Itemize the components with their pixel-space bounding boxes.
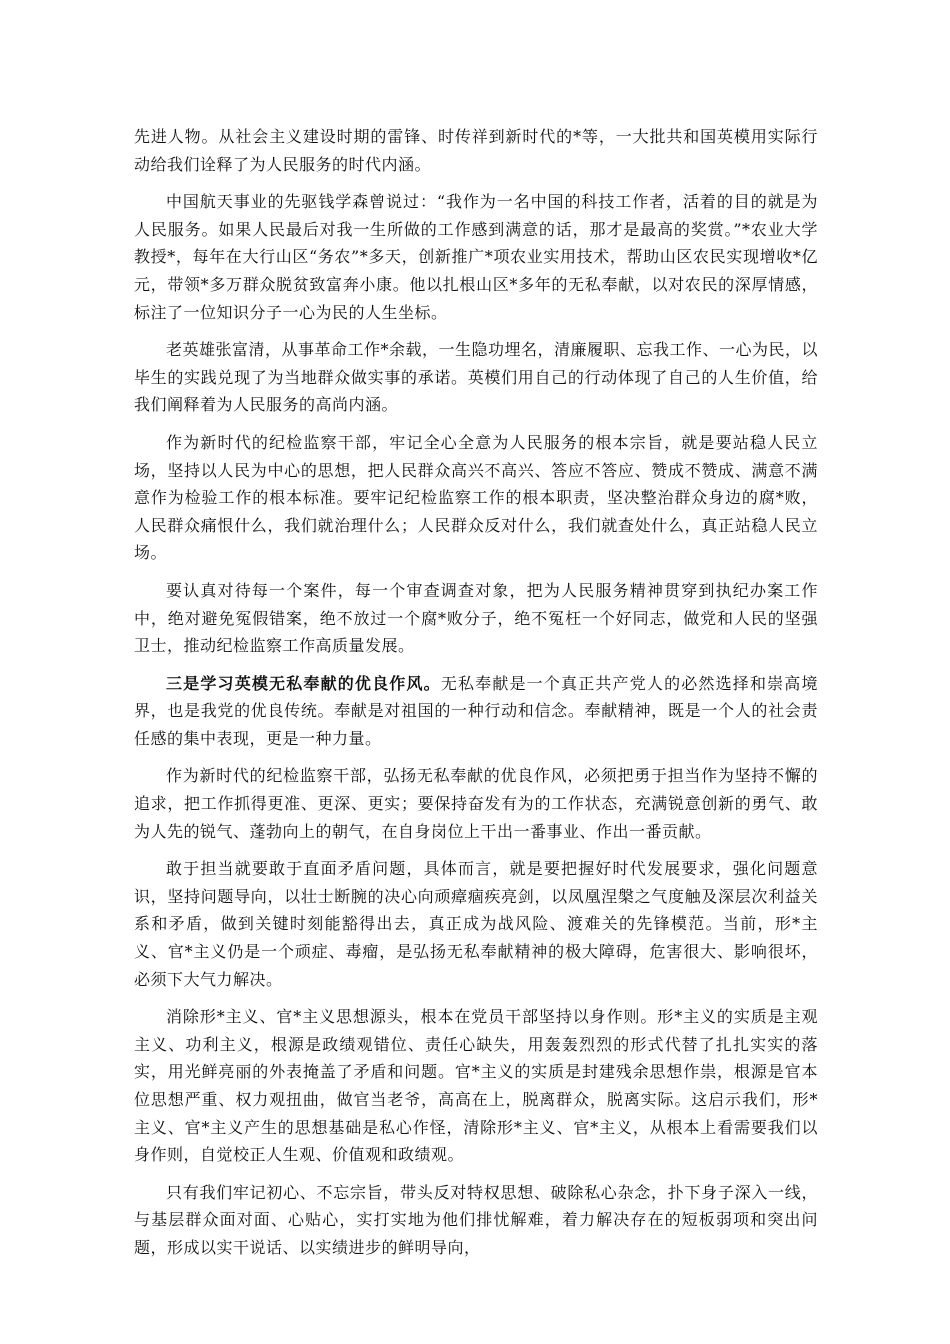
paragraph-1-text: 先进人物。从社会主义建设时期的雷锋、时传祥到新时代的*等，一大批共和国英模用实际行动给我们诠释了为人民服务的时代内涵。 bbox=[134, 127, 818, 174]
section-heading-lead: 三是学习英模无私奉献的优良作风。 bbox=[166, 673, 441, 693]
paragraph-5-text: 要认真对待每一个案件，每一个审查调查对象，把为人民服务精神贯穿到执纪办案工作中，绝对避免冤假错案，绝不放过一个腐*败分子，绝不冤枉一个好同志，做党和人民的坚强卫士，推动纪检监察工作高质量发展。 bbox=[134, 580, 818, 656]
paragraph-5 bbox=[134, 577, 818, 660]
paragraph-2 bbox=[134, 188, 818, 326]
paragraph-2-text: 中国航天事业的先驱钱学森曾说过：“我作为一名中国的科技工作者，活着的目的就是为人民服务。如果人民最后对我一生所做的工作感到满意的话，那才是最高的奖赏。”*农业大学教授*，每年在大行山区“务农”*多天，创新推广*项农业实用技术，帮助山区农民实现增收*亿元，带领*多万群众脱贫致富奔小康。他以扎根山区*多年的无私奉献，以对农民的深厚情感，标注了一位知识分子一心为民的人生坐标。 bbox=[134, 192, 818, 322]
paragraph-9-text: 消除形*主义、官*主义思想源头，根本在党员干部坚持以身作则。形*主义的实质是主观主义、功利主义，根源是政绩观错位、责任心缺失，用轰轰烈烈的形式代替了扎扎实实的落实，用光鲜亮丽的外表掩盖了矛盾和问题。官*主义的实质是封建残余思想作祟，根源是官本位思想严重、权力观扭曲，做官当老爷，高高在上，脱离群众，脱离实际。这启示我们，形*主义、官*主义产生的思想基础是私心作怪，清除形*主义、官*主义，从根本上看需要我们以身作则，自觉校正人生观、价值观和政绩观。 bbox=[134, 1007, 818, 1165]
paragraph-4 bbox=[134, 429, 818, 567]
paragraph-7-text: 作为新时代的纪检监察干部，弘扬无私奉献的优良作风，必须把勇于担当作为坚持不懈的追求，把工作抓得更准、更深、更实；要保持奋发有为的工作状态，充满锐意创新的勇气、敢为人先的锐气、蓬勃向上的朝气，在自身岗位上干出一番事业、作出一番贡献。 bbox=[134, 766, 818, 841]
paragraph-10-text: 只有我们牢记初心、不忘宗旨，带头反对特权思想、破除私心杂念，扑下身子深入一线，与基层群众面对面、心贴心，实打实地为他们排忧解难，着力解决存在的短板弱项和突出问题，形成以实干说话、以实绩进步的鲜明导向， bbox=[134, 1182, 818, 1257]
paragraph-8-text: 敢于担当就要敢于直面矛盾问题，具体而言，就是要把握好时代发展要求，强化问题意识，坚持问题导向，以壮士断腕的决心向顽瘴痼疾亮剑，以凤凰涅槃之气度触及深层次利益关系和矛盾，做到关键时刻能豁得出去，真正成为战风险、渡难关的先锋模范。当前，形*主义、官*主义仍是一个顽症、毒瘤，是弘扬无私奉献精神的极大障碍，危害很大、影响很坏，必须下大气力解决。 bbox=[134, 859, 818, 989]
paragraph-6 bbox=[134, 670, 818, 753]
paragraph-3 bbox=[134, 336, 818, 419]
paragraph-6-text: 无私奉献是一个真正共产党人的必然选择和崇高境界，也是我党的优良传统。奉献是对祖国的一种行动和信念。奉献精神，既是一个人的社会责任感的集中表现，更是一种力量。 bbox=[134, 673, 818, 748]
paragraph-4-text: 作为新时代的纪检监察干部，牢记全心全意为人民服务的根本宗旨，就是要站稳人民立场，坚持以人民为中心的思想，把人民群众高兴不高兴、答应不答应、赞成不赞成、满意不满意作为检验工作的根本标准。要牢记纪检监察工作的根本职责，坚决整治群众身边的腐*败，人民群众痛恨什么，我们就治理什么；人民群众反对什么，我们就查处什么，真正站稳人民立场。 bbox=[134, 432, 818, 563]
paragraph-3-text: 老英雄张富清，从事革命工作*余载，一生隐功埋名，清廉履职、忘我工作、一心为民，以毕生的实践兑现了为当地群众做实事的承诺。英模们用自己的行动体现了自己的人生价值，给我们阐释着为人民服务的高尚内涵。 bbox=[134, 340, 819, 415]
paragraph-9 bbox=[134, 1003, 818, 1169]
paragraph-1 bbox=[134, 123, 818, 178]
document-page bbox=[134, 123, 818, 1272]
paragraph-7 bbox=[134, 762, 818, 845]
paragraph-10 bbox=[134, 1179, 818, 1262]
paragraph-8 bbox=[134, 855, 818, 993]
